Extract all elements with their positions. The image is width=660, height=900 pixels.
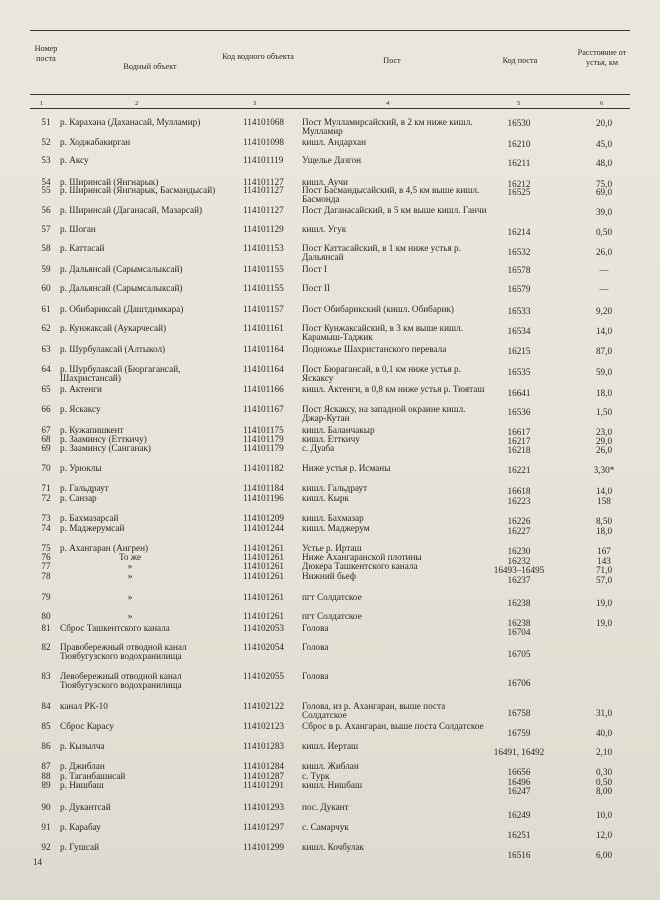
row-post-number: 74 (41, 523, 51, 533)
row-water-object: р. Карабау (60, 822, 101, 832)
row-distance: 69,0 (595, 187, 613, 197)
row-post: с. Дуаба (302, 443, 335, 453)
row-post-code: 16534 (507, 326, 531, 336)
row-water-object: р. Ширинсай (Даганасай, Мазарсай) (60, 205, 203, 215)
row-object-code: 114101196 (243, 493, 284, 503)
row-post-number: 91 (41, 822, 51, 832)
row-post: кишл. Жиблан (302, 761, 359, 771)
row-post-code: 16221 (507, 465, 531, 475)
row-object-code: 114101164 (243, 344, 284, 354)
row-post: кишл. Кырк (302, 493, 349, 503)
row-distance: 167 (597, 546, 611, 556)
column-number-rule (30, 108, 630, 109)
row-distance: 40,0 (595, 728, 613, 738)
row-water-object: р. Аксу (60, 155, 89, 165)
row-distance: 0,30 (595, 767, 613, 777)
row-post: кишл. Кочбулак (302, 842, 364, 852)
row-post: Пост II (302, 283, 330, 293)
row-post: кишл. Аучи (302, 177, 348, 187)
row-water-object: р. Ширинсай (Янгнарык) (60, 177, 159, 187)
row-water-object: р. Каттасай (60, 243, 105, 253)
row-post: кишл. Нишбаш (302, 780, 363, 790)
row-water-object: р. Карахана (Даханасай, Мулламир) (60, 117, 201, 127)
column-number: 1 (40, 100, 44, 107)
row-post: Пост Мулламирсайский, в 2 км ниже кишл. Мулламир (302, 117, 473, 137)
row-object-code: 114101297 (243, 822, 285, 832)
row-water-object: р. Нишбаш (60, 780, 104, 790)
row-post-code: 16218 (507, 445, 531, 455)
row-post-number: 57 (41, 224, 51, 234)
row-post-number: 72 (41, 493, 51, 503)
column-number: 2 (135, 100, 139, 107)
row-distance: 143 (597, 556, 611, 566)
header-rule (30, 94, 630, 95)
row-post-number: 66 (41, 404, 51, 414)
row-water-object: р. Зааминсу (Санганак) (60, 443, 151, 453)
header-post-number: Номер поста (34, 44, 58, 63)
row-post-code: 16212 (507, 179, 531, 189)
row-post: с. Турк (302, 771, 330, 781)
row-distance: 48,0 (595, 158, 613, 168)
row-post-code: 16215 (507, 346, 531, 356)
row-water-object: То же (118, 552, 142, 562)
row-post-number: 52 (41, 137, 51, 147)
row-distance: 0,50 (595, 777, 613, 787)
row-post-code: 16759 (507, 728, 531, 738)
row-post: пгт Солдатское (302, 592, 362, 602)
row-water-object: р. Зааминсу (Етткичу) (60, 434, 147, 444)
row-post-code: 16251 (507, 830, 531, 840)
row-distance: 12,0 (595, 830, 613, 840)
row-object-code: 114101164 (243, 364, 284, 374)
row-post: Нижний бьеф (302, 571, 356, 581)
row-post-number: 79 (41, 592, 51, 602)
header-distance: Расстояние от устья, км (577, 48, 627, 67)
row-water-object: Сброс Ташкентского канала (60, 623, 170, 633)
row-object-code: 114101261 (243, 571, 285, 581)
row-post-code: 16532 (507, 247, 531, 257)
row-post: Ниже Ахангаранской плотины (302, 552, 422, 562)
row-post-code: 16217 (507, 436, 531, 446)
row-post-number: 88 (41, 771, 51, 781)
header-water-object: Водный объект (123, 62, 177, 71)
row-post: кишл. Андархан (302, 137, 366, 147)
row-post-code: 16705 (507, 649, 531, 659)
row-post-code: 16249 (507, 810, 531, 820)
row-water-object: р. Гальдраут (60, 483, 109, 493)
row-post: Пост Каттасайский, в 1 км ниже устья р. Дальянсай (302, 243, 461, 263)
row-post-code: 16210 (507, 139, 531, 149)
row-water-object: р. Дальянсай (Сарымсалыксай) (60, 264, 183, 274)
row-post-number: 89 (41, 780, 51, 790)
row-object-code: 114101261 (243, 592, 285, 602)
row-post-number: 90 (41, 802, 51, 812)
row-post-code: 16525 (507, 187, 531, 197)
row-object-code: 114102054 (243, 642, 285, 652)
row-post: пос. Дукант (302, 802, 349, 812)
row-post-number: 83 (41, 671, 51, 681)
row-post-number: 71 (41, 483, 51, 493)
row-post-number: 55 (41, 185, 51, 195)
row-post: кишл. Бахмазар (302, 513, 364, 523)
row-post-code: 16496 (507, 777, 531, 787)
row-post-code: 16618 (507, 486, 531, 496)
row-distance: 75,0 (595, 179, 613, 189)
row-post-number: 64 (41, 364, 51, 374)
row-post-code: 16227 (507, 526, 531, 536)
row-object-code: 114101209 (243, 513, 285, 523)
row-post-number: 82 (41, 642, 51, 652)
row-post-number: 60 (41, 283, 51, 293)
row-distance: 8,50 (595, 516, 613, 526)
row-post: Сброс в р. Ахангаран, выше поста Солдатское (302, 721, 484, 731)
row-object-code: 114102055 (243, 671, 285, 681)
header-post: Пост (383, 56, 401, 65)
row-water-object: р. Урюклы (60, 463, 102, 473)
row-post-number: 85 (41, 721, 51, 731)
row-distance: 57,0 (595, 575, 613, 585)
row-post: Пост Басмандысайский, в 4,5 км выше кишл. Басмонда (302, 185, 480, 205)
row-post-code: 16530 (507, 118, 531, 128)
row-distance: 10,0 (595, 810, 613, 820)
row-distance: 158 (597, 496, 611, 506)
row-distance: 1,50 (595, 407, 613, 417)
row-water-object: р. Шурбулаксай (Алтыкол) (60, 344, 166, 354)
row-distance: 26,0 (595, 445, 613, 455)
row-post: Пост Кунжаксайский, в 3 км выше кишл. Карамыш-Таджик (302, 323, 464, 343)
row-distance: 29,0 (595, 436, 613, 446)
row-post-code: 16211 (507, 158, 531, 168)
row-distance: 9,20 (595, 306, 613, 316)
row-water-object: Правобережный отводной канал Тюябугузского водохранилища (60, 642, 187, 662)
row-post: Устье р. Ирташ (302, 543, 362, 553)
row-post: пгт Солдатское (302, 611, 362, 621)
row-object-code: 114101119 (243, 155, 284, 165)
row-distance: 45,0 (595, 139, 613, 149)
row-post-number: 86 (41, 741, 51, 751)
row-post: Пост Бюрагансай, в 0,1 км ниже устья р. Яскаксу (302, 364, 461, 384)
row-post-code: 16238 (507, 618, 531, 628)
row-object-code: 114101291 (243, 780, 285, 790)
row-water-object: » (127, 571, 133, 581)
column-number: 3 (253, 100, 257, 107)
row-distance: — (599, 265, 609, 275)
row-water-object: р. Дукантсай (60, 802, 111, 812)
row-post-code: 16656 (507, 767, 531, 777)
row-distance: 19,0 (595, 618, 613, 628)
row-object-code: 114102123 (243, 721, 285, 731)
row-water-object: р. Яскаксу (60, 404, 101, 414)
row-water-object: » (127, 561, 133, 571)
row-distance: 3,30* (593, 465, 615, 475)
row-water-object: р. Ширинсай (Янгнарык, Басмандысай) (60, 185, 216, 195)
row-distance: 0,50 (595, 227, 613, 237)
column-number: 5 (517, 100, 521, 107)
row-post-number: 81 (41, 623, 51, 633)
row-post-number: 53 (41, 155, 51, 165)
row-water-object: Сброс Карасу (60, 721, 115, 731)
row-distance: 18,0 (595, 526, 613, 536)
row-post-code: 16641 (507, 388, 531, 398)
row-post-number: 59 (41, 264, 51, 274)
row-object-code: 114101261 (243, 543, 285, 553)
row-distance: — (599, 284, 609, 294)
column-number: 4 (386, 100, 390, 107)
row-post-number: 92 (41, 842, 51, 852)
row-water-object: р. Дальянсай (Сарымсалыксай) (60, 283, 183, 293)
row-water-object: р. Ахангаран (Ангрен) (60, 543, 149, 553)
row-post-code: 16758 (507, 708, 531, 718)
row-post-code: 16533 (507, 306, 531, 316)
row-water-object: » (127, 611, 133, 621)
row-distance: 87,0 (595, 346, 613, 356)
row-post-number: 80 (41, 611, 51, 621)
row-distance: 6,00 (595, 850, 613, 860)
row-object-code: 114101167 (243, 404, 284, 414)
row-distance: 59,0 (595, 367, 613, 377)
row-object-code: 114101129 (243, 224, 284, 234)
row-water-object: » (127, 592, 133, 602)
row-post-number: 65 (41, 384, 51, 394)
row-object-code: 114101127 (243, 185, 284, 195)
row-post-code: 16238 (507, 598, 531, 608)
row-water-object: р. Кужапишкент (60, 425, 124, 435)
row-post-number: 62 (41, 323, 51, 333)
row-object-code: 114101161 (243, 323, 284, 333)
row-object-code: 114101157 (243, 304, 284, 314)
row-object-code: 114101287 (243, 771, 285, 781)
row-object-code: 114101284 (243, 761, 285, 771)
row-object-code: 114101283 (243, 741, 285, 751)
row-post-number: 58 (41, 243, 51, 253)
row-object-code: 114101261 (243, 552, 285, 562)
row-post-code: 16247 (507, 786, 531, 796)
row-post: Дюкера Ташкентского канала (302, 561, 418, 571)
row-post-number: 76 (41, 552, 51, 562)
row-object-code: 114102053 (243, 623, 285, 633)
row-post-code: 16578 (507, 265, 531, 275)
row-post-code: 16579 (507, 284, 531, 294)
row-post: кишл. Актенги, в 0,8 км ниже устья р. Тюяташ (302, 384, 485, 394)
row-distance: 31,0 (595, 708, 613, 718)
row-object-code: 114101179 (243, 443, 284, 453)
row-object-code: 114101261 (243, 611, 285, 621)
row-distance: 26,0 (595, 247, 613, 257)
row-post-number: 61 (41, 304, 51, 314)
row-post-code: 16516 (507, 850, 531, 860)
row-post: Голова (302, 671, 329, 681)
row-post-number: 56 (41, 205, 51, 215)
row-post-code: 16214 (507, 227, 531, 237)
row-post-number: 54 (41, 177, 51, 187)
row-post-number: 78 (41, 571, 51, 581)
row-water-object: р. Шоган (60, 224, 96, 234)
row-distance: 20,0 (595, 118, 613, 128)
row-distance: 23,0 (595, 427, 613, 437)
row-post-code: 16704 (507, 627, 531, 637)
row-post-code: 16535 (507, 367, 531, 377)
row-post-number: 87 (41, 761, 51, 771)
top-rule (30, 30, 630, 31)
row-object-code: 114101155 (243, 264, 284, 274)
header-object-code: Код водного объекта (222, 52, 294, 61)
row-post: кишл. Угук (302, 224, 347, 234)
row-post-number: 67 (41, 425, 51, 435)
row-object-code: 114101244 (243, 523, 285, 533)
row-distance: 8,00 (595, 786, 613, 796)
row-post-number: 75 (41, 543, 51, 553)
row-post-number: 69 (41, 443, 51, 453)
row-water-object: р. Ходжабакирган (60, 137, 131, 147)
row-post-number: 70 (41, 463, 51, 473)
row-distance: 18,0 (595, 388, 613, 398)
row-distance: 19,0 (595, 598, 613, 608)
row-post: Ущелье Дазгон (302, 155, 362, 165)
row-water-object: р. Обибариксай (Даштдимкара) (60, 304, 184, 314)
row-object-code: 114101155 (243, 283, 284, 293)
row-water-object: р. Санзар (60, 493, 97, 503)
row-distance: 14,0 (595, 326, 613, 336)
row-post-code: 16493–16495 (493, 565, 545, 575)
row-post-number: 51 (41, 117, 51, 127)
row-object-code: 114101299 (243, 842, 285, 852)
row-object-code: 114101153 (243, 243, 284, 253)
row-post-code: 16237 (507, 575, 531, 585)
row-water-object: канал РК-10 (60, 701, 108, 711)
row-post: Подножье Шахристанского перевала (302, 344, 447, 354)
row-water-object: р. Кунжаксай (Аукарчесай) (60, 323, 167, 333)
row-water-object: р. Таганбашисай (60, 771, 126, 781)
row-post-code: 16491, 16492 (493, 747, 545, 757)
row-object-code: 114101293 (243, 802, 285, 812)
row-post-code: 16230 (507, 546, 531, 556)
row-post: кишл. Иерташ (302, 741, 359, 751)
row-object-code: 114102122 (243, 701, 285, 711)
row-post: Голова, из р. Ахангаран, выше поста Солдатское (302, 701, 446, 721)
header-post-code: Код поста (502, 56, 538, 65)
row-post-code: 16536 (507, 407, 531, 417)
row-water-object: р. Джиблан (60, 761, 105, 771)
row-post-number: 68 (41, 434, 51, 444)
row-post-code: 16223 (507, 496, 531, 506)
row-post-code: 16232 (507, 556, 531, 566)
row-object-code: 114101166 (243, 384, 284, 394)
page-number: 14 (33, 857, 42, 867)
row-post-code: 16226 (507, 516, 531, 526)
row-water-object: р. Кызылча (60, 741, 105, 751)
row-post: Пост Яскаксу, на западной окраине кишл. Джар-Кутан (302, 404, 466, 424)
row-object-code: 114101127 (243, 205, 284, 215)
row-post-number: 77 (41, 561, 51, 571)
row-water-object: р. Гушсай (60, 842, 100, 852)
row-object-code: 114101184 (243, 483, 284, 493)
row-distance: 14,0 (595, 486, 613, 496)
row-post: Ниже устья р. Исманы (302, 463, 391, 473)
row-water-object: р. Шурбулаксай (Бюргагансай, Шахристансай) (60, 364, 181, 384)
row-post: кишл. Баланчакыр (302, 425, 375, 435)
row-water-object: р. Актенги (60, 384, 102, 394)
row-object-code: 114101261 (243, 561, 285, 571)
row-post: с. Самарчук (302, 822, 349, 832)
row-water-object: Левобережный отводной канал Тюябугузского водохранилища (60, 671, 182, 691)
row-post-number: 73 (41, 513, 51, 523)
row-post: кишл. Гальдраут (302, 483, 368, 493)
row-distance: 2,10 (595, 747, 613, 757)
row-post-number: 63 (41, 344, 51, 354)
row-post: Пост I (302, 264, 327, 274)
row-post: Пост Обибарикский (кишл. Обибарик) (302, 304, 454, 314)
row-post: кишл. Етткичу (302, 434, 360, 444)
row-post: Голова (302, 642, 329, 652)
row-post-code: 16706 (507, 678, 531, 688)
row-water-object: р. Бахмазарсай (60, 513, 119, 523)
row-post-number: 84 (41, 701, 51, 711)
row-post-code: 16617 (507, 427, 531, 437)
row-distance: 39,0 (595, 207, 613, 217)
column-number: 6 (600, 100, 604, 107)
row-post: Пост Даганасайский, в 5 км выше кишл. Ганчи (302, 205, 487, 215)
row-object-code: 114101068 (243, 117, 285, 127)
row-water-object: р. Маджерумсай (60, 523, 125, 533)
row-object-code: 114101179 (243, 434, 284, 444)
row-object-code: 114101175 (243, 425, 284, 435)
row-post: Голова (302, 623, 329, 633)
row-object-code: 114101182 (243, 463, 284, 473)
row-object-code: 114101098 (243, 137, 285, 147)
row-distance: 71,0 (595, 565, 613, 575)
row-post: кишл. Маджерум (302, 523, 370, 533)
row-object-code: 114101127 (243, 177, 284, 187)
